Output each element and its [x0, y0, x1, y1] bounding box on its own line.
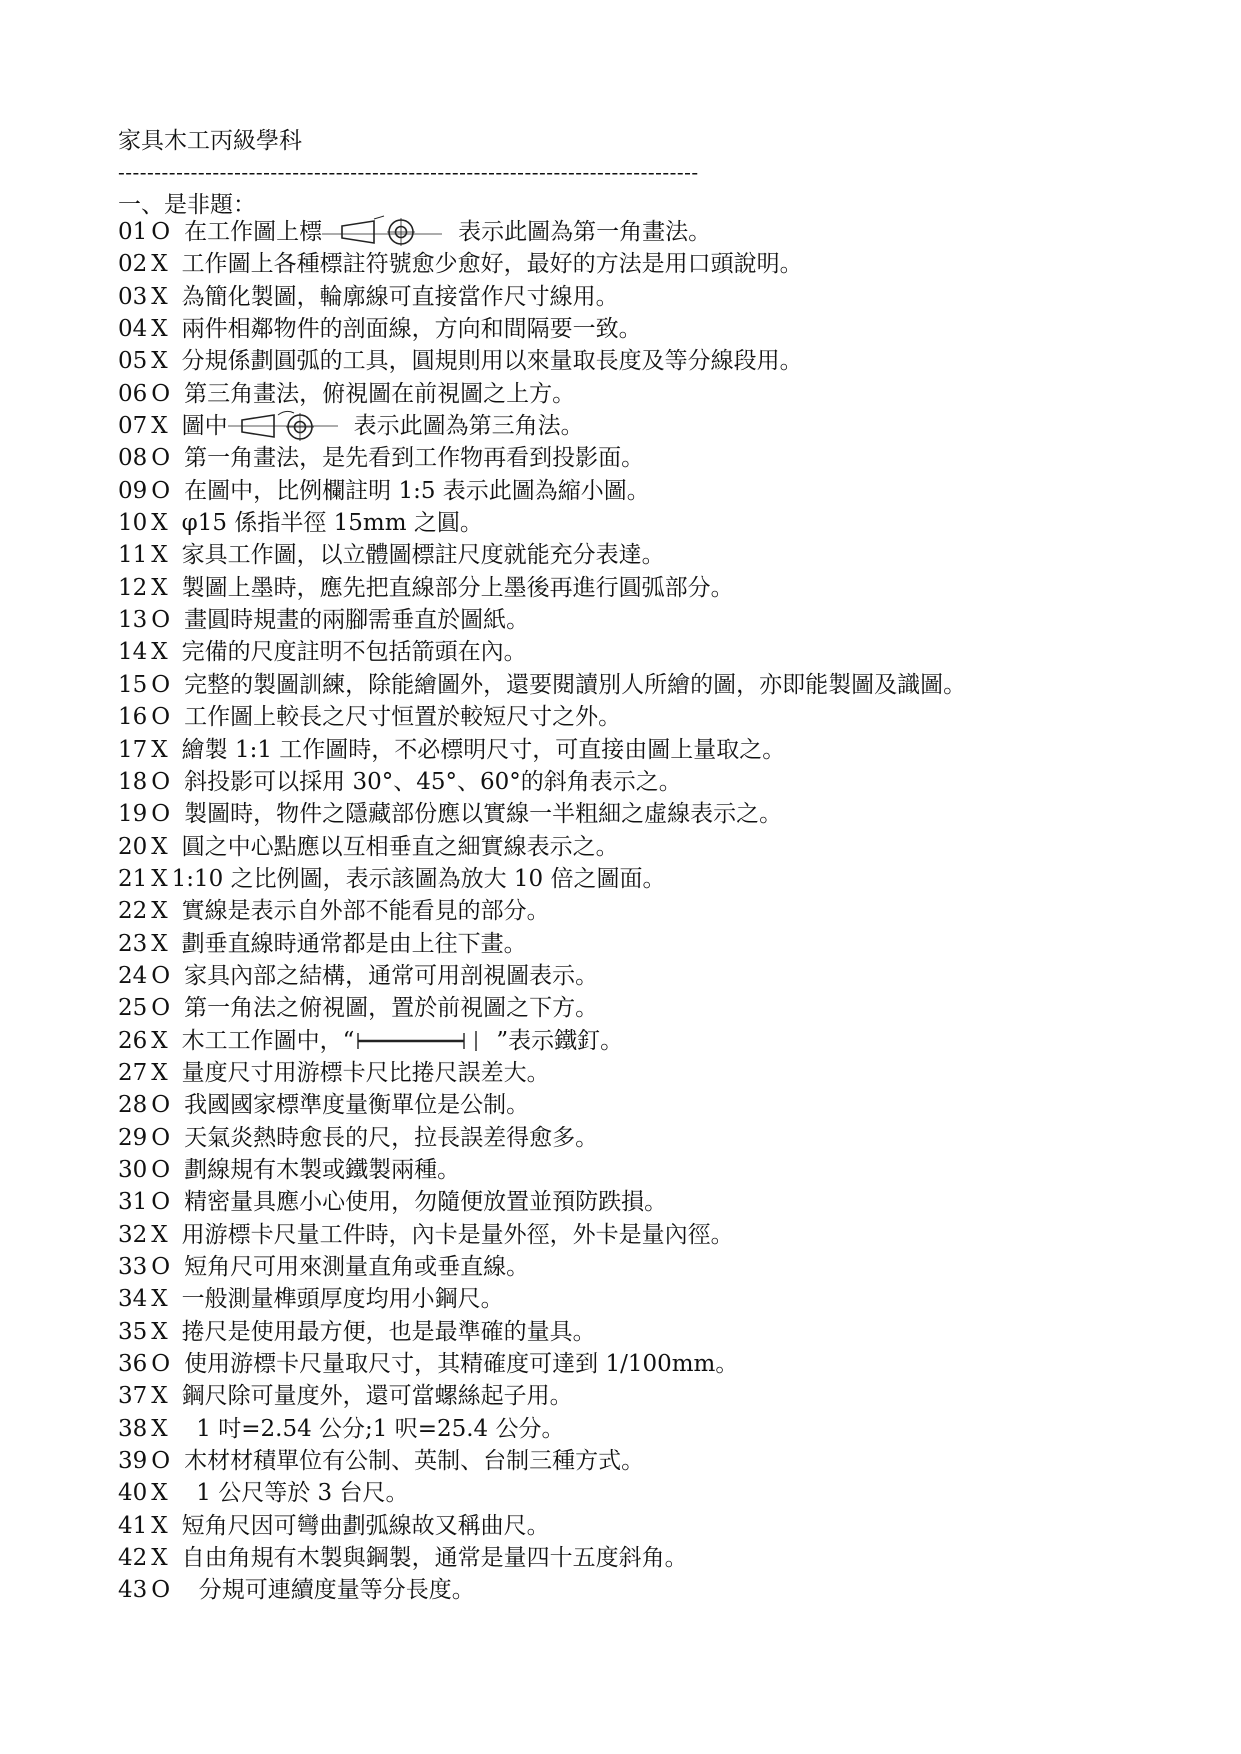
answer-mark: O	[151, 704, 171, 731]
question-text: 用游標卡尺量工件時，內卡是量外徑，外卡是量內徑。	[181, 1221, 734, 1248]
question-item-06	[118, 378, 966, 410]
question-text: 圓之中心點應以互相垂直之細實線表示之。	[181, 833, 619, 860]
question-item-05	[118, 345, 966, 377]
question-number: 08	[118, 445, 148, 472]
question-number: 41	[118, 1512, 148, 1539]
question-text: 分規可連續度量等分長度。	[184, 1577, 475, 1604]
question-text-after-figure: ”表示鐵釘。	[496, 1027, 624, 1054]
question-number: 05	[118, 348, 148, 375]
question-item-08	[118, 442, 966, 474]
question-item-39	[118, 1445, 966, 1477]
question-item-01	[118, 216, 966, 248]
question-item-30	[118, 1154, 966, 1186]
question-number: 40	[118, 1480, 148, 1507]
answer-mark: O	[151, 1254, 171, 1280]
question-text: 一般測量榫頭厚度均用小鋼尺。	[181, 1286, 504, 1313]
question-number: 09	[118, 477, 148, 504]
answer-mark: O	[151, 380, 171, 407]
question-text: 第一角畫法，是先看到工作物再看到投影面。	[184, 445, 645, 472]
question-text: 在圖中，比例欄註明 1:5 表示此圖為縮小圖。	[184, 477, 650, 504]
question-number: 37	[118, 1383, 148, 1410]
question-item-40	[118, 1477, 966, 1509]
question-item-38	[118, 1413, 966, 1445]
question-text: 木材材積單位有公制、英制、台制三種方式。	[184, 1448, 645, 1475]
question-number: 33	[118, 1254, 148, 1280]
question-number: 14	[118, 639, 148, 666]
question-item-20	[118, 831, 966, 863]
question-item-14	[118, 636, 966, 668]
question-number: 16	[118, 704, 148, 731]
question-item-19	[118, 798, 966, 830]
question-item-27	[118, 1057, 966, 1089]
question-text: 劃垂直線時通常都是由上往下畫。	[181, 930, 527, 957]
answer-mark: O	[151, 1351, 171, 1378]
question-number: 10	[118, 510, 148, 537]
question-text: 劃線規有木製或鐵製兩種。	[184, 1156, 461, 1183]
answer-mark: O	[151, 477, 171, 504]
answer-mark: X	[151, 1383, 168, 1410]
question-item-26	[118, 1025, 966, 1057]
answer-mark: O	[151, 962, 171, 989]
question-text: 1:10 之比例圖，表示該圖為放大 10 倍之圖面。	[171, 865, 666, 892]
answer-mark: O	[151, 1092, 171, 1119]
question-number: 36	[118, 1351, 148, 1378]
question-text: 量度尺寸用游標卡尺比捲尺誤差大。	[181, 1059, 550, 1086]
answer-mark: X	[151, 413, 168, 440]
answer-mark: O	[151, 1448, 171, 1475]
nail-symbol-icon	[354, 1025, 494, 1057]
answer-mark: X	[151, 510, 168, 537]
projection-first-angle-icon	[322, 215, 442, 249]
question-item-15	[118, 669, 966, 701]
question-number: 02	[118, 251, 148, 278]
divider-line: --------------------------------------------------------------------------------	[118, 160, 699, 184]
question-number: 21	[118, 865, 148, 892]
question-number: 34	[118, 1286, 148, 1313]
answer-mark: X	[151, 1415, 168, 1442]
answer-mark: O	[151, 1189, 171, 1216]
question-item-37	[118, 1380, 966, 1412]
document-title: 家具木工丙級學科	[118, 128, 302, 154]
answer-mark: X	[151, 1286, 168, 1313]
answer-mark: X	[151, 639, 168, 666]
question-number: 26	[118, 1027, 148, 1054]
question-text: 繪製 1:1 工作圖時，不必標明尺寸，可直接由圖上量取之。	[181, 736, 786, 763]
question-item-16	[118, 701, 966, 733]
question-number: 06	[118, 380, 148, 407]
answer-mark: X	[151, 865, 168, 892]
question-number: 39	[118, 1448, 148, 1475]
question-number: 11	[118, 542, 148, 569]
question-item-17	[118, 734, 966, 766]
question-item-13	[118, 604, 966, 636]
question-number: 29	[118, 1124, 148, 1151]
question-number: 15	[118, 671, 148, 698]
answer-mark: X	[151, 930, 168, 957]
answer-mark: X	[151, 348, 168, 375]
question-item-23	[118, 928, 966, 960]
question-number: 07	[118, 413, 148, 440]
answer-mark: X	[151, 574, 168, 601]
question-item-41	[118, 1510, 966, 1542]
question-text: 家具工作圖，以立體圖標註尺度就能充分表達。	[181, 542, 665, 569]
answer-mark: X	[151, 898, 168, 925]
question-number: 28	[118, 1092, 148, 1119]
question-text: 我國國家標準度量衡單位是公制。	[184, 1092, 530, 1119]
question-item-11	[118, 539, 966, 571]
question-text: 畫圓時規畫的兩腳需垂直於圖紙。	[184, 607, 530, 634]
answer-mark: X	[151, 1318, 168, 1345]
question-text: 為簡化製圖，輪廓線可直接當作尺寸線用。	[181, 283, 619, 310]
answer-mark: X	[151, 316, 168, 343]
answer-mark: O	[151, 445, 171, 472]
question-text: 第三角畫法，俯視圖在前視圖之上方。	[184, 380, 576, 407]
question-item-24	[118, 960, 966, 992]
question-text: 第一角法之俯視圖，置於前視圖之下方。	[184, 995, 599, 1022]
question-text: 家具內部之結構，通常可用剖視圖表示。	[184, 962, 599, 989]
answer-mark: O	[151, 219, 171, 245]
question-item-31	[118, 1186, 966, 1218]
answer-mark: O	[151, 607, 171, 634]
answer-mark: X	[151, 283, 168, 310]
question-item-36	[118, 1348, 966, 1380]
question-number: 04	[118, 316, 148, 343]
question-item-33	[118, 1251, 966, 1283]
answer-mark: O	[151, 995, 171, 1022]
answer-mark: X	[151, 251, 168, 278]
question-text: φ15 係指半徑 15mm 之圓。	[181, 510, 483, 537]
question-item-32	[118, 1219, 966, 1251]
question-text: 鋼尺除可量度外，還可當螺絲起子用。	[181, 1383, 573, 1410]
question-text: 兩件相鄰物件的剖面線，方向和間隔要一致。	[181, 316, 642, 343]
question-item-09	[118, 475, 966, 507]
question-number: 03	[118, 283, 148, 310]
answer-mark: X	[151, 1545, 168, 1572]
question-text: 製圖上墨時，應先把直線部分上墨後再進行圓弧部分。	[181, 574, 734, 601]
question-text-after-figure: 表示此圖為第一角畫法。	[458, 219, 712, 245]
question-text-after-figure: 表示此圖為第三角法。	[353, 413, 584, 440]
question-number: 43	[118, 1577, 148, 1604]
question-text: 短角尺可用來測量直角或垂直線。	[184, 1254, 530, 1280]
question-text: 1 公尺等於 3 台尺。	[181, 1480, 409, 1507]
question-text-before-figure: 在工作圖上標	[184, 219, 323, 245]
question-text: 實線是表示自外部不能看見的部分。	[181, 898, 550, 925]
answer-mark: X	[151, 542, 168, 569]
answer-mark: X	[151, 1480, 168, 1507]
question-number: 22	[118, 898, 148, 925]
question-item-43	[118, 1574, 966, 1606]
answer-mark: O	[151, 1577, 171, 1604]
question-item-35	[118, 1316, 966, 1348]
answer-mark: O	[151, 768, 171, 795]
question-number: 38	[118, 1415, 148, 1442]
question-text: 短角尺因可彎曲劃弧線故又稱曲尺。	[181, 1512, 550, 1539]
question-number: 20	[118, 833, 148, 860]
question-text: 捲尺是使用最方便，也是最準確的量具。	[181, 1318, 596, 1345]
question-item-10	[118, 507, 966, 539]
question-number: 27	[118, 1059, 148, 1086]
question-item-28	[118, 1089, 966, 1121]
question-text: 自由角規有木製與鋼製，通常是量四十五度斜角。	[181, 1545, 688, 1572]
question-item-02	[118, 248, 966, 280]
section-heading: 一、是非題：	[118, 192, 256, 218]
answer-mark: X	[151, 833, 168, 860]
question-number: 30	[118, 1156, 148, 1183]
question-text: 斜投影可以採用 30°、45°、60°的斜角表示之。	[184, 768, 682, 795]
question-item-34	[118, 1283, 966, 1315]
question-text: 工作圖上較長之尺寸恒置於較短尺寸之外。	[184, 704, 622, 731]
question-text: 精密量具應小心使用，勿隨便放置並預防跌損。	[184, 1189, 668, 1216]
question-item-12	[118, 572, 966, 604]
answer-mark: X	[151, 1059, 168, 1086]
question-item-04	[118, 313, 966, 345]
question-text-before-figure: 圖中	[181, 413, 228, 440]
answer-mark: X	[151, 1512, 168, 1539]
answer-mark: X	[151, 736, 168, 763]
question-number: 25	[118, 995, 148, 1022]
question-item-18	[118, 766, 966, 798]
question-number: 23	[118, 930, 148, 957]
answer-mark: X	[151, 1027, 168, 1054]
answer-mark: O	[151, 801, 171, 828]
question-item-03	[118, 281, 966, 313]
question-number: 01	[118, 219, 148, 245]
question-number: 19	[118, 801, 148, 828]
question-number: 17	[118, 736, 148, 763]
question-number: 31	[118, 1189, 148, 1216]
question-text: 完整的製圖訓練，除能繪圖外，還要閱讀別人所繪的圖，亦即能製圖及識圖。	[184, 671, 967, 698]
question-number: 32	[118, 1221, 148, 1248]
question-text: 1 吋=2.54 公分;1 呎=25.4 公分。	[181, 1415, 565, 1442]
question-number: 42	[118, 1545, 148, 1572]
answer-mark: O	[151, 1124, 171, 1151]
answer-mark: O	[151, 671, 171, 698]
question-item-42	[118, 1542, 966, 1574]
question-number: 35	[118, 1318, 148, 1345]
question-item-21	[118, 863, 966, 895]
question-list	[118, 216, 966, 1607]
question-item-22	[118, 895, 966, 927]
question-text: 使用游標卡尺量取尺寸，其精確度可達到 1/100mm。	[184, 1351, 739, 1378]
question-text: 分規係劃圓弧的工具，圓規則用以來量取長度及等分線段用。	[181, 348, 803, 375]
question-item-07	[118, 410, 966, 442]
projection-third-angle-icon	[228, 409, 338, 443]
question-text: 製圖時，物件之隱藏部份應以實線一半粗細之虛線表示之。	[184, 801, 783, 828]
question-text: 完備的尺度註明不包括箭頭在內。	[181, 639, 527, 666]
question-item-25	[118, 992, 966, 1024]
question-text: 工作圖上各種標註符號愈少愈好，最好的方法是用口頭說明。	[181, 251, 803, 278]
question-item-29	[118, 1122, 966, 1154]
question-number: 13	[118, 607, 148, 634]
answer-mark: X	[151, 1221, 168, 1248]
question-number: 18	[118, 768, 148, 795]
question-text-before-figure: 木工工作圖中，“	[181, 1027, 355, 1054]
question-number: 12	[118, 574, 148, 601]
question-text: 天氣炎熱時愈長的尺，拉長誤差得愈多。	[184, 1124, 599, 1151]
question-number: 24	[118, 962, 148, 989]
answer-mark: O	[151, 1156, 171, 1183]
